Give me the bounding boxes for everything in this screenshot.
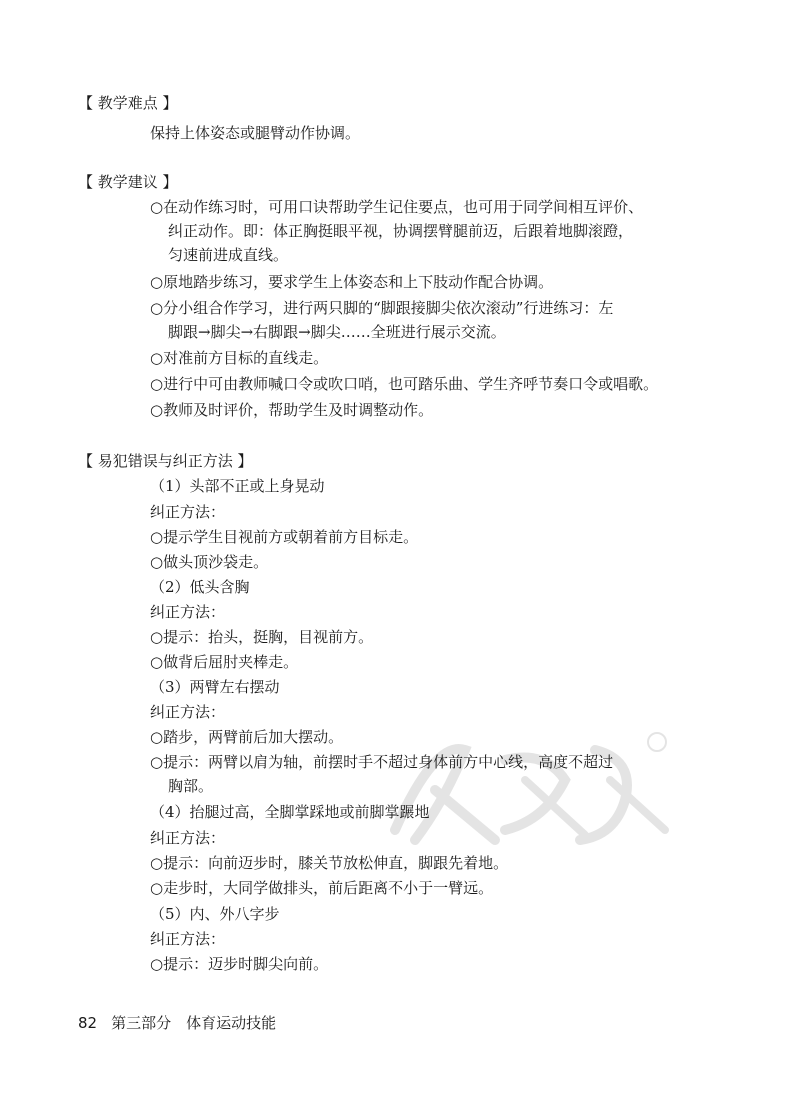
correction-line: ○提示：迈步时脚尖向前。 (150, 955, 329, 973)
correction-label: 纠正方法： (150, 703, 226, 721)
correction-line: ○做头顶沙袋走。 (150, 553, 269, 571)
suggestion-line: ○在动作练习时，可用口诀帮助学生记住要点，也可用于同学间相互评价、 (150, 198, 644, 216)
page-footer (78, 1012, 276, 1033)
errors-heading: 【 易犯错误与纠正方法 】 (78, 452, 253, 470)
correction-line: 胸部。 (168, 777, 214, 795)
suggestion-line: 匀速前进成直线。 (168, 246, 289, 264)
publisher-watermark-icon (375, 720, 675, 860)
correction-line: ○做背后屈肘夹棒走。 (150, 653, 299, 671)
difficulty-heading: 【 教学难点 】 (78, 94, 178, 112)
suggestion-line: 纠正动作。即：体正胸挺眼平视，协调摆臂腿前迈，后跟着地脚滚蹬， (168, 222, 634, 240)
correction-line: ○提示：两臂以肩为轴，前摆时手不超过身体前方中心线，高度不超过 (150, 753, 614, 771)
correction-line: ○提示：抬头，挺胸，目视前方。 (150, 628, 374, 646)
correction-line: ○踏步，两臂前后加大摆动。 (150, 728, 344, 746)
correction-label: 纠正方法： (150, 603, 226, 621)
suggestion-line: ○分小组合作学习，进行两只脚的“脚跟接脚尖依次滚动”行进练习：左 (150, 299, 614, 317)
correction-label: 纠正方法： (150, 503, 226, 521)
correction-line: ○提示学生目视前方或朝着前方目标走。 (150, 528, 419, 546)
page-number: 82 (78, 1014, 98, 1032)
error-item-title: （1）头部不正或上身晃动 (150, 477, 325, 495)
error-item-title: （2）低头含胸 (150, 578, 250, 596)
error-item-title: （5）内、外八字步 (150, 905, 280, 923)
suggestion-line: ○教师及时评价，帮助学生及时调整动作。 (150, 401, 434, 419)
correction-label: 纠正方法： (150, 829, 226, 847)
suggestion-line: ○对准前方目标的直线走。 (150, 349, 329, 367)
correction-line: ○提示：向前迈步时，膝关节放松伸直，脚跟先着地。 (150, 854, 509, 872)
correction-label: 纠正方法： (150, 930, 226, 948)
suggestion-line: ○进行中可由教师喊口令或吹口哨，也可踏乐曲、学生齐呼节奏口令或唱歌。 (150, 375, 659, 393)
correction-line: ○走步时，大同学做排头，前后距离不小于一臂远。 (150, 879, 494, 897)
suggestion-line: 脚跟→脚尖→右脚跟→脚尖……全班进行展示交流。 (168, 323, 506, 341)
error-item-title: （3）两臂左右摆动 (150, 678, 280, 696)
suggestions-heading: 【 教学建议 】 (78, 173, 178, 191)
footer-section-title: 第三部分 体育运动技能 (111, 1014, 277, 1032)
suggestion-line: ○原地踏步练习，要求学生上体姿态和上下肢动作配合协调。 (150, 273, 554, 291)
error-item-title: （4）抬腿过高，全脚掌踩地或前脚掌蹍地 (150, 803, 430, 821)
difficulty-body: 保持上体姿态或腿臂动作协调。 (150, 124, 361, 142)
